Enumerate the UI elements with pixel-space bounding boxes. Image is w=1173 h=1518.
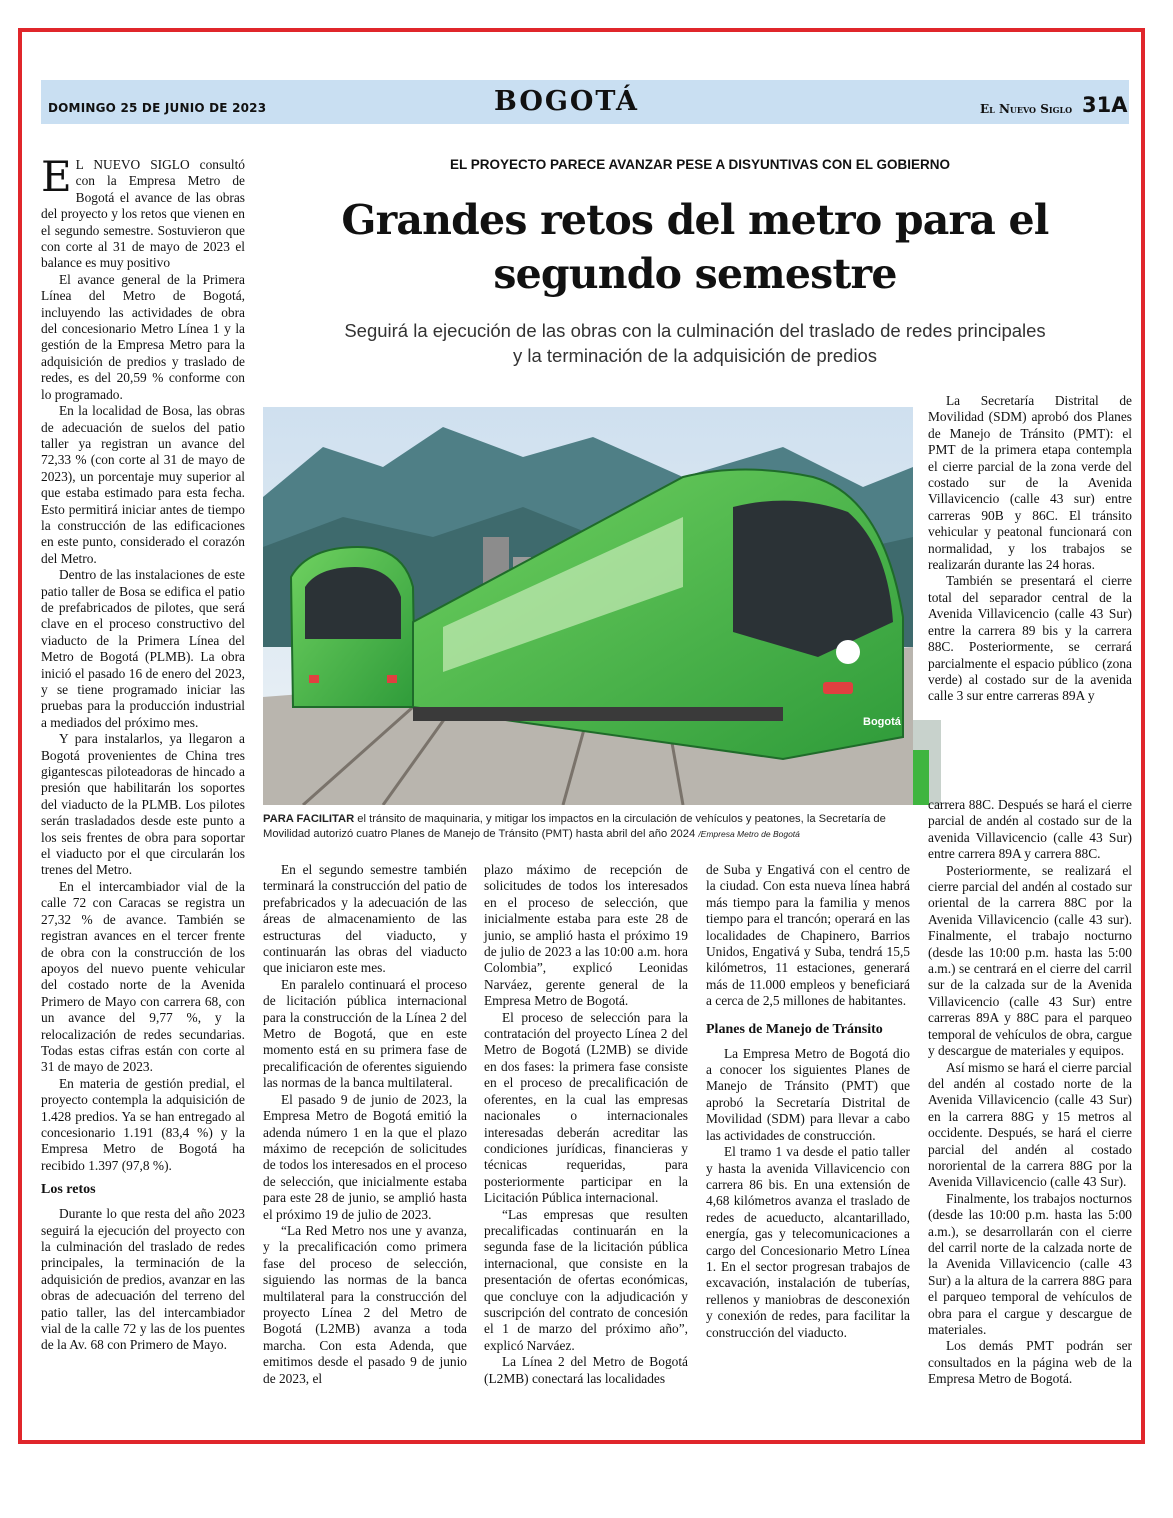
paragraph: Los demás PMT podrán ser consultados en la página web de la Empresa Metro de Bogotá.	[928, 1338, 1132, 1387]
article-kicker: EL PROYECTO PARECE AVANZAR PESE A DISYUNTIVAS CON EL GOBIERNO	[449, 157, 951, 172]
paragraph: Dentro de las instalaciones de este patio taller de Bosa se edifica el patio de prefabricados de pilotes, que será clave en el proceso constructivo del viaducto de la Primera Línea del Metro de Bogotá (PLMB). La obra inició el pasado 16 de enero del 2023, y se tiene programado iniciar las pruebas para la producción industrial a mediados del próximo mes.	[41, 567, 245, 730]
article-column-2	[263, 862, 467, 1387]
paragraph: El tramo 1 va desde el patio taller y hasta la avenida Villavicencio con carrera 86 bis. En una extensión de 4,68 kilómetros avanza el traslado de redes de acueducto, alcantarillado, energía, gas y telecomunicaciones a cargo del Concesionario Metro Línea 1. En el sector progresan trabajos de excavación, instalación de tuberías, rellenos y maniobras de desconexión y conexión de redes, para facilitar la construcción del viaducto.	[706, 1144, 910, 1340]
lead-paragraph: E L NUEVO SIGLO consultó con la Empresa Metro de Bogotá el avance de las obras del proyecto y los retos que vienen en el segundo semestre. Sostuvieron que con corte al 31 de mayo de 2023 el balance es muy positivo	[41, 152, 245, 271]
article-column-1	[41, 152, 245, 1354]
metro-train-illustration	[263, 407, 913, 805]
paragraph: “La Red Metro nos une y avanza, y la precalificación como primera fase del proceso de selección, siguiendo las normas de la banca multilateral para la construcción del proyecto Línea 2 del Metro de Bogotá (L2MB) avanza a toda marcha. Con esta Adenda, que emitimos desde el pasado 9 de junio de 2023, el	[263, 1222, 467, 1386]
paragraph: El avance general de la Primera Línea del Metro de Bogotá, incluyendo las actividades de obra del concesionario Metro Línea 1 y la gestión de la Empresa Metro para la adquisición de predios y traslado de redes, es del 20,59 % conforme con lo programado.	[41, 271, 245, 402]
article-column-5-upper	[928, 393, 1132, 705]
article-column-3	[484, 862, 688, 1387]
article-column-4	[706, 862, 910, 1341]
paragraph: plazo máximo de recepción de solicitudes de todos los interesados en el proceso de selección, que inicialmente estaba para este 28 de junio, se amplió hasta el próximo 19 de julio de 2023 a las 10:00 a.m. hora Colombia”, explicó Leonidas Narváez, gerente general de la Empresa Metro de Bogotá.	[484, 862, 688, 1009]
paragraph: “Las empresas que resulten precalificadas continuarán en la segunda fase de la licitación pública internacional, que consiste en la presentación de ofertas económicas, que concluye con la adjudicación y suscripción del contrato de concesión el 1 de marzo del próximo año”, explicó Narváez.	[484, 1206, 688, 1353]
paragraph: En materia de gestión predial, el proyecto contempla la adquisición de 1.428 predios. Ya se han entregado al concesionario 1.191 (83,4 %) y la Empresa Metro de Bogotá ha recibido 1.397 (97,8 %).	[41, 1075, 245, 1173]
paragraph: También se presentará el cierre total del separador central de la Avenida Villavicencio (calle 43 Sur) entre la carrera 89 bis y la carrera 88C. Posteriormente, se cerrará parcialmente el espacio público (zona verde) al costado sur de la avenida calle 3 sur entre carreras 89A y	[928, 573, 1132, 704]
metro-train-photo	[263, 407, 913, 805]
drop-cap: E	[41, 152, 72, 201]
newspaper-name: El Nuevo Siglo	[980, 102, 1073, 116]
paragraph: La Secretaría Distrital de Movilidad (SDM) aprobó dos Planes de Manejo de Tránsito (PMT): el PMT de la primera etapa contempla el cierre parcial de la zona verde del costado sur de la Avenida Villavicencio (calle 43 sur) entre carreras 90B y 86C. El tránsito vehicular y peatonal funcionará con normalidad, y los trabajos se realizarán durante las 24 horas.	[928, 393, 1132, 573]
subheading-planes-de-manejo: Planes de Manejo de Tránsito	[706, 1021, 883, 1037]
paragraph: Durante lo que resta del año 2023 seguirá la ejecución del proyecto con la culminación del traslado de redes principales, la terminación de la adquisición de predios, avanzar en las obras de adecuación del terreno del patio taller, las del intercambiador vial de la calle 72 y las de los puentes de la Av. 68 con Primero de Mayo.	[41, 1206, 245, 1353]
paragraph: de Suba y Engativá con el centro de la ciudad. Con esta nueva línea habrá más tiempo para la familia y menos tiempo para el trancón; operará en las localidades de Chapinero, Barrios Unidos, Engativá y Suba, tendrá 15,5 kilómetros, 11 estaciones, generará más de 11.000 empleos y beneficiará a cerca de 2,5 millones de habitantes.	[706, 862, 910, 1009]
paragraph: Posteriormente, se realizará el cierre parcial del andén al costado sur oriental de la carrera 88C por la Avenida Villavicencio (calle 43 sur). Finalmente, el trabajo nocturno (desde las 10:00 p.m. hasta las 5:00 a.m.) se centrará en el cierre del carril sur de la calzada sur de la Avenida Villavicencio (calle 43 Sur) entre carreras 89A y 88C para el parqueo temporal de vehículos de obra, cargue y descargue de materiales y equipos.	[928, 862, 1132, 1059]
article-deck: Seguirá la ejecución de las obras con la culminación del traslado de redes principales y la terminación de la adquisición de predios	[344, 320, 1046, 366]
paragraph: En la localidad de Bosa, las obras de adecuación de suelos del patio taller ya registran un avance del 72,33 % (con corte al 31 de mayo de 2023), un porcentaje muy superior al que estaba estimado para esta fecha. Esto permitirá iniciar antes de tiempo la construcción de las edificaciones en este punto, considerado el corazón del Metro.	[41, 403, 245, 566]
issue-date: DOMINGO 25 DE JUNIO DE 2023	[48, 101, 267, 115]
paragraph: Así mismo se hará el cierre parcial del andén al costado norte de la Avenida Villavicencio (calle 43 Sur) en la carrera 88G y 15 metros al occidente. Después, se hará el cierre parcial del andén al costado nororiental de la carrera 88G por la Avenida Villavicencio (calle 43 Sur).	[928, 1059, 1132, 1190]
paragraph: El proceso de selección para la contratación del proyecto Línea 2 del Metro de Bogotá (L2MB) se divide en dos fases: la primera fase consiste en el proceso de precalificación de oferentes, en la cual las empresas nacionales o internacionales interesadas deberán acreditar las condiciones jurídicas, financieras y técnicas requeridas, para posteriormente participar en la Licitación Pública internacional.	[484, 1009, 688, 1206]
subheading-los-retos: Los retos	[41, 1182, 96, 1198]
paragraph: El pasado 9 de junio de 2023, la Empresa Metro de Bogotá emitió la adenda número 1 en la que el plazo máximo de recepción de solicitudes de todos los interesados en el proceso de selección, que inicialmente estaba para este 28 de junio, se amplió hasta el próximo 19 de julio de 2023.	[263, 1091, 467, 1222]
paragraph: Finalmente, los trabajos nocturnos (desde las 10:00 p.m. hasta las 5:00 a.m.), se desarrollarán con el cierre del carril norte de la calzada norte de la Avenida Villavicencio (calle 43 Sur) a la altura de la carrera 88G para el parqueo temporal de vehículos de obra para el cargue y descargue de materiales.	[928, 1190, 1132, 1337]
article-headline: Grandes retos del metro para el segundo semestre	[341, 196, 1049, 298]
article-column-5-lower	[928, 797, 1132, 1388]
paragraph: La Línea 2 del Metro de Bogotá (L2MB) conectará las localidades	[484, 1354, 688, 1386]
photo-caption: PARA FACILITAR el tránsito de maquinaria, y mitigar los impactos en la circulación de vehículos y peatones, la Secretaría de Movilidad autorizó cuatro Planes de Manejo de Tránsito (PMT) hasta abril del año 2024 /Empresa Metro de Bogotá	[263, 813, 886, 840]
paragraph: En paralelo continuará el proceso de licitación pública internacional para la construcción de la Línea 2 del Metro de Bogotá, que en este momento está en su primera fase de precalificación de oferentes siguiendo las normas de la banca multilateral.	[263, 976, 467, 1091]
paragraph: carrera 88C. Después se hará el cierre parcial de andén al costado sur de la avenida Villavicencio (calle 43 Sur) entre carrera 89A y carrera 88C.	[928, 797, 1132, 862]
section-title: BOGOTÁ	[494, 86, 639, 117]
paragraph: La Empresa Metro de Bogotá dio a conocer los siguientes Planes de Manejo de Tránsito (PMT) que aprobó la Secretaría Distrital de Movilidad (SDM) para llevar a cabo las actividades de construcción.	[706, 1045, 910, 1143]
paragraph: Y para instalarlos, ya llegaron a Bogotá provenientes de China tres gigantescas piloteadoras de hincado a presión que habilitarán los soportes del viaducto de la PLMB. Los pilotes serán trasladados desde este punto a los seis frentes de obra para soportar el viaducto por el que circularán los trenes del Metro.	[41, 731, 245, 878]
page-number: 31A	[1082, 93, 1128, 117]
train-brand-label: Bogotá	[863, 716, 901, 728]
photo-credit: /Empresa Metro de Bogotá	[698, 829, 800, 839]
paragraph: En el intercambiador vial de la calle 72 con Caracas se registra un 27,32 % de avance. También se registran avances en el tercer frente de obra con la construcción de los apoyos del nuevo puente vehicular del costado norte de la Avenida Primero de Mayo con carrera 68, con un avance del 9,77 %, y la relocalización de redes secundarias. Todas estas cifras están con corte al 31 de mayo de 2023.	[41, 878, 245, 1075]
photo-extension	[913, 720, 941, 805]
paragraph: En el segundo semestre también terminará la construcción del patio de prefabricados y la adecuación de las áreas de almacenamiento de las estructuras del viaducto, y continuarán las obras del viaducto que iniciaron este mes.	[263, 862, 467, 976]
